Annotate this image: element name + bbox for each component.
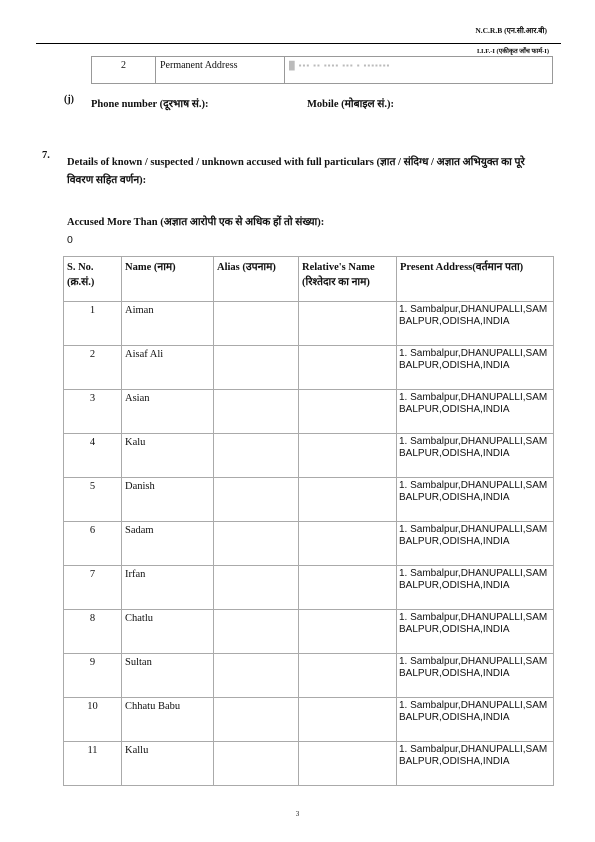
cell-address: 1. Sambalpur,DHANUPALLI,SAMBALPUR,ODISHA,INDIA (397, 434, 554, 478)
cell-address: 1. Sambalpur,DHANUPALLI,SAMBALPUR,ODISHA,INDIA (397, 390, 554, 434)
cell-alias (214, 610, 299, 654)
cell-address: 1. Sambalpur,DHANUPALLI,SAMBALPUR,ODISHA,INDIA (397, 522, 554, 566)
cell-relative (299, 654, 397, 698)
cell-sno: 9 (64, 654, 122, 698)
cell-address: 1. Sambalpur,DHANUPALLI,SAMBALPUR,ODISHA,INDIA (397, 346, 554, 390)
table-row (64, 566, 554, 610)
table-row (64, 654, 554, 698)
cell-sno: 2 (64, 346, 122, 390)
cell-name: Chatlu (122, 610, 214, 654)
cell-relative (299, 302, 397, 346)
header-rule (36, 43, 561, 44)
cell-name: Danish (122, 478, 214, 522)
cell-alias (214, 478, 299, 522)
cell-sno: 7 (64, 566, 122, 610)
col-header-name: Name (नाम) (122, 257, 214, 302)
phone-label: Phone number (दूरभाष सं.): (91, 99, 209, 110)
cell-alias (214, 698, 299, 742)
col-header-sno: S. No. (क्र.सं.) (64, 257, 122, 302)
cell-alias (214, 522, 299, 566)
cell-address: 1. Sambalpur,DHANUPALLI,SAMBALPUR,ODISHA,INDIA (397, 566, 554, 610)
accused-more-value: 0 (67, 234, 73, 246)
table-row (64, 742, 554, 786)
cell-sno: 3 (64, 390, 122, 434)
cell-relative (299, 610, 397, 654)
prev-label: Permanent Address (156, 57, 285, 84)
cell-alias (214, 654, 299, 698)
page-number: 3 (295, 810, 300, 818)
cell-address: 1. Sambalpur,DHANUPALLI,SAMBALPUR,ODISHA,INDIA (397, 610, 554, 654)
table-row (64, 478, 554, 522)
cell-sno: 5 (64, 478, 122, 522)
cell-relative (299, 522, 397, 566)
cell-name: Aisaf Ali (122, 346, 214, 390)
col-header-relative: Relative's Name (रिश्तेदार का नाम) (299, 257, 397, 302)
table-row (64, 698, 554, 742)
cell-relative (299, 698, 397, 742)
prev-sno: 2 (92, 57, 156, 84)
cell-relative (299, 742, 397, 786)
cell-name: Asian (122, 390, 214, 434)
cell-sno: 10 (64, 698, 122, 742)
table-row (64, 434, 554, 478)
cell-sno: 4 (64, 434, 122, 478)
cell-relative (299, 566, 397, 610)
cell-address: 1. Sambalpur,DHANUPALLI,SAMBALPUR,ODISHA,INDIA (397, 698, 554, 742)
cell-address: 1. Sambalpur,DHANUPALLI,SAMBALPUR,ODISHA,INDIA (397, 654, 554, 698)
col-header-alias: Alias (उपनाम) (214, 257, 299, 302)
cell-name: Irfan (122, 566, 214, 610)
cell-sno: 6 (64, 522, 122, 566)
cell-relative (299, 478, 397, 522)
table-row (64, 610, 554, 654)
mobile-label: Mobile (मोबाइल सं.): (307, 99, 394, 110)
cell-alias (214, 390, 299, 434)
section-7-title: Details of known / suspected / unknown accused with full particulars (ज्ञात / संदिग्ध / अज्ञात अभियुक्त का पूरे विवरण सहित वर्णन): (67, 157, 525, 186)
redacted-text: █ ▪▪▪ ▪▪ ▪▪▪▪ ▪▪▪ ▪ ▪▪▪▪▪▪▪ (289, 61, 391, 70)
form-id: I.I.F.-I (एकीकृत जाँच फार्म-I) (476, 48, 549, 55)
cell-relative (299, 434, 397, 478)
previous-address-table (91, 56, 553, 84)
cell-alias (214, 742, 299, 786)
cell-sno: 8 (64, 610, 122, 654)
cell-sno: 11 (64, 742, 122, 786)
cell-name: Aiman (122, 302, 214, 346)
section-7-number: 7. (42, 150, 50, 161)
table-row (92, 57, 553, 84)
cell-alias (214, 346, 299, 390)
cell-name: Kallu (122, 742, 214, 786)
accused-more-label: Accused More Than (अज्ञात आरोपी एक से अधिक हों तो संख्या): (67, 217, 325, 228)
cell-address: 1. Sambalpur,DHANUPALLI,SAMBALPUR,ODISHA,INDIA (397, 478, 554, 522)
cell-alias (214, 566, 299, 610)
cell-alias (214, 302, 299, 346)
cell-address: 1. Sambalpur,DHANUPALLI,SAMBALPUR,ODISHA,INDIA (397, 742, 554, 786)
table-row (64, 346, 554, 390)
cell-relative (299, 390, 397, 434)
cell-name: Sadam (122, 522, 214, 566)
cell-relative (299, 346, 397, 390)
accused-table (63, 256, 554, 786)
cell-address: 1. Sambalpur,DHANUPALLI,SAMBALPUR,ODISHA,INDIA (397, 302, 554, 346)
table-row (64, 302, 554, 346)
section-j-letter: (j) (64, 94, 74, 105)
table-row (64, 390, 554, 434)
cell-name: Chhatu Babu (122, 698, 214, 742)
table-row (64, 522, 554, 566)
cell-name: Sultan (122, 654, 214, 698)
prev-value-redacted (285, 57, 553, 84)
col-header-address: Present Address(वर्तमान पता) (397, 257, 554, 302)
cell-sno: 1 (64, 302, 122, 346)
cell-alias (214, 434, 299, 478)
table-header-row (64, 257, 554, 302)
cell-name: Kalu (122, 434, 214, 478)
header-ncrb: N.C.R.B (एन.सी.आर.बी) (475, 26, 547, 35)
